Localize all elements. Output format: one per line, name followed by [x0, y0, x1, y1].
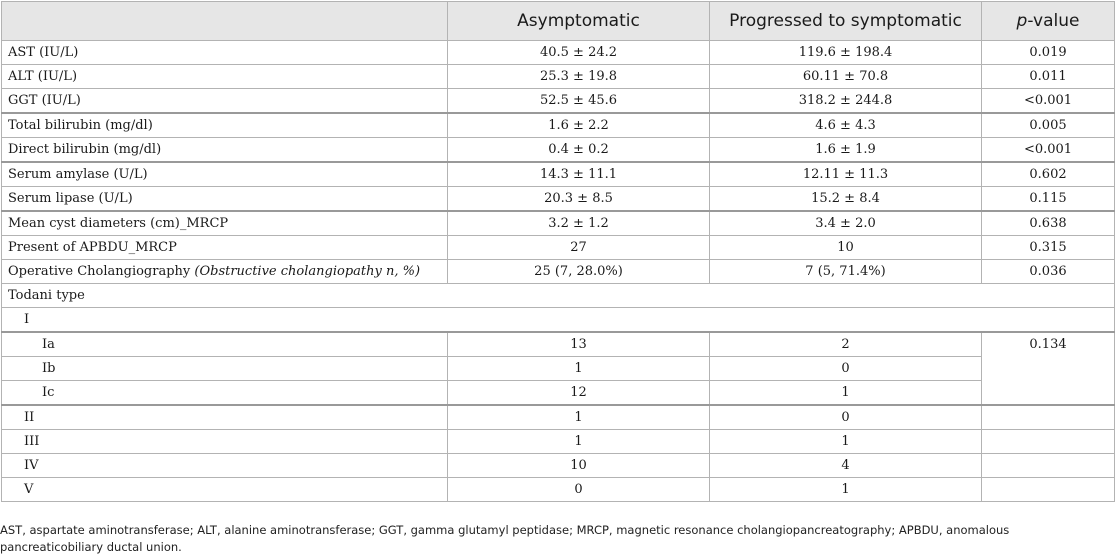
- row-label: Ia: [2, 332, 448, 357]
- progressed-value: 0: [710, 357, 982, 381]
- row-label: AST (IU/L): [2, 41, 448, 65]
- asymptomatic-value: 25 (7, 28.0%): [448, 260, 710, 284]
- asymptomatic-value: 0.4 ± 0.2: [448, 138, 710, 163]
- p-value: 0.011: [982, 65, 1115, 89]
- p-value-empty: [982, 454, 1115, 478]
- progressed-value: 2: [710, 332, 982, 357]
- table-row: [2, 162, 1115, 187]
- p-value-empty: [982, 405, 1115, 430]
- header-progressed: Progressed to symptomatic: [710, 2, 982, 41]
- row-label: Serum amylase (U/L): [2, 162, 448, 187]
- todani-title: Todani type: [2, 284, 1115, 308]
- progressed-value: 119.6 ± 198.4: [710, 41, 982, 65]
- asymptomatic-value: 12: [448, 381, 710, 406]
- table-row: [2, 211, 1115, 236]
- asymptomatic-value: 1.6 ± 2.2: [448, 113, 710, 138]
- progressed-value: 12.11 ± 11.3: [710, 162, 982, 187]
- row-label: Present of APBDU_MRCP: [2, 236, 448, 260]
- p-value: <0.001: [982, 138, 1115, 163]
- p-value-empty: [982, 430, 1115, 454]
- progressed-value: 4: [710, 454, 982, 478]
- progressed-value: 3.4 ± 2.0: [710, 211, 982, 236]
- header-row: [2, 2, 1115, 41]
- header-p-value: [982, 2, 1115, 41]
- asymptomatic-value: 0: [448, 478, 710, 502]
- p-value: <0.001: [982, 89, 1115, 114]
- p-value: 0.638: [982, 211, 1115, 236]
- p-value: 0.115: [982, 187, 1115, 212]
- todani-title-row: [2, 284, 1115, 308]
- asymptomatic-value: 13: [448, 332, 710, 357]
- row-label: III: [2, 430, 448, 454]
- table-row: [2, 430, 1115, 454]
- row-label: Direct bilirubin (mg/dl): [2, 138, 448, 163]
- results-table: [1, 1, 1115, 502]
- table-row: [2, 113, 1115, 138]
- row-label: GGT (IU/L): [2, 89, 448, 114]
- progressed-value: 4.6 ± 4.3: [710, 113, 982, 138]
- p-value: 0.134: [982, 332, 1115, 405]
- p-value: 0.005: [982, 113, 1115, 138]
- p-value: 0.602: [982, 162, 1115, 187]
- header-variable: [2, 2, 448, 41]
- asymptomatic-value: 10: [448, 454, 710, 478]
- asymptomatic-value: 52.5 ± 45.6: [448, 89, 710, 114]
- row-label: II: [2, 405, 448, 430]
- progressed-value: 1: [710, 430, 982, 454]
- table-row: [2, 65, 1115, 89]
- p-value: 0.019: [982, 41, 1115, 65]
- progressed-value: 1.6 ± 1.9: [710, 138, 982, 163]
- table-row: [2, 138, 1115, 163]
- p-italic: p: [1016, 11, 1028, 31]
- asymptomatic-value: 40.5 ± 24.2: [448, 41, 710, 65]
- asymptomatic-value: 14.3 ± 11.1: [448, 162, 710, 187]
- row-label: IV: [2, 454, 448, 478]
- progressed-value: 0: [710, 405, 982, 430]
- progressed-value: 60.11 ± 70.8: [710, 65, 982, 89]
- todani-group-row: [2, 308, 1115, 333]
- asymptomatic-value: 25.3 ± 19.8: [448, 65, 710, 89]
- operative-label: Operative Cholangiography: [8, 264, 195, 279]
- operative-label-italic: (Obstructive cholangiopathy n, %): [194, 264, 421, 279]
- asymptomatic-value: 3.2 ± 1.2: [448, 211, 710, 236]
- p-value: 0.036: [982, 260, 1115, 284]
- progressed-value: 1: [710, 381, 982, 406]
- row-label: [2, 260, 448, 284]
- row-label: ALT (IU/L): [2, 65, 448, 89]
- todani-group-I: I: [2, 308, 1115, 333]
- row-label: V: [2, 478, 448, 502]
- table-footnote: AST, aspartate aminotransferase; ALT, alanine aminotransferase; GGT, gamma glutamyl peptidase; MRCP, magnetic resonance cholangiopancreatography; APBDU, anomalous pancreaticobiliary ductal union.: [0, 523, 1010, 554]
- progressed-value: 15.2 ± 8.4: [710, 187, 982, 212]
- progressed-value: 318.2 ± 244.8: [710, 89, 982, 114]
- row-label: Serum lipase (U/L): [2, 187, 448, 212]
- table-row: [2, 405, 1115, 430]
- row-label: Total bilirubin (mg/dl): [2, 113, 448, 138]
- table-row: [2, 41, 1115, 65]
- asymptomatic-value: 1: [448, 357, 710, 381]
- header-asymptomatic: Asymptomatic: [448, 2, 710, 41]
- table-row: [2, 89, 1115, 114]
- p-value: 0.315: [982, 236, 1115, 260]
- table-row: [2, 187, 1115, 212]
- asymptomatic-value: 1: [448, 430, 710, 454]
- table-row: [2, 236, 1115, 260]
- table-row: [2, 357, 1115, 381]
- p-value-empty: [982, 478, 1115, 502]
- table-row: [2, 454, 1115, 478]
- table-row: [2, 381, 1115, 406]
- operative-row: [2, 260, 1115, 284]
- row-label: Ib: [2, 357, 448, 381]
- asymptomatic-value: 1: [448, 405, 710, 430]
- progressed-value: 10: [710, 236, 982, 260]
- table-row: [2, 332, 1115, 357]
- progressed-value: 7 (5, 71.4%): [710, 260, 982, 284]
- p-suffix: -value: [1027, 11, 1080, 31]
- row-label: Mean cyst diameters (cm)_MRCP: [2, 211, 448, 236]
- asymptomatic-value: 20.3 ± 8.5: [448, 187, 710, 212]
- progressed-value: 1: [710, 478, 982, 502]
- row-label: Ic: [2, 381, 448, 406]
- table-row: [2, 478, 1115, 502]
- asymptomatic-value: 27: [448, 236, 710, 260]
